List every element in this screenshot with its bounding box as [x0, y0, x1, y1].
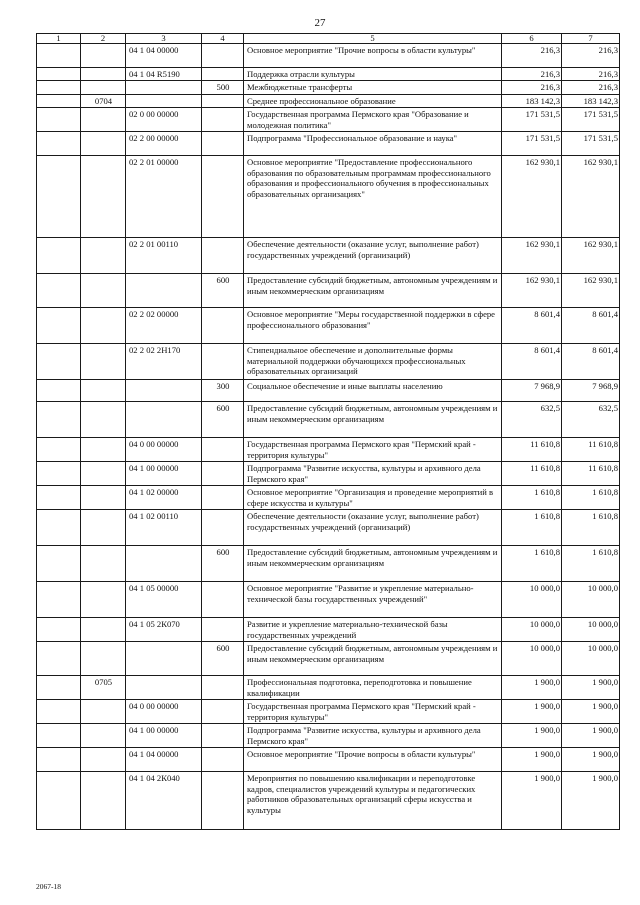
amount-cell: 1 900,0: [562, 700, 620, 724]
table-row: [37, 132, 620, 156]
amount-cell: 216,3: [502, 81, 562, 94]
subsection-cell: [81, 380, 126, 402]
table-row: [37, 642, 620, 676]
amount-cell: 10 000,0: [562, 582, 620, 618]
expense-type-cell: 500: [202, 81, 244, 94]
amount-cell: 183 142,3: [562, 94, 620, 107]
description-cell: Профессиональная подготовка, переподготовка и повышение квалификации: [244, 676, 502, 700]
target-code-cell: 04 1 00 00000: [126, 462, 202, 486]
amount-cell: 216,3: [502, 68, 562, 81]
expense-type-cell: [202, 344, 244, 380]
target-code-cell: 02 0 00 00000: [126, 108, 202, 132]
table-row: [37, 510, 620, 546]
table-row: [37, 68, 620, 81]
target-code-cell: [126, 274, 202, 308]
expense-type-cell: [202, 132, 244, 156]
amount-cell: 8 601,4: [562, 344, 620, 380]
footer-code: 2067-18: [36, 882, 61, 891]
section-cell: [37, 546, 81, 582]
target-code-cell: 04 1 05 00000: [126, 582, 202, 618]
subsection-cell: [81, 132, 126, 156]
section-cell: [37, 676, 81, 700]
target-code-cell: [126, 81, 202, 94]
table-row: [37, 724, 620, 748]
subsection-cell: [81, 486, 126, 510]
amount-cell: 8 601,4: [502, 308, 562, 344]
amount-cell: 8 601,4: [502, 344, 562, 380]
amount-cell: 162 930,1: [562, 156, 620, 238]
amount-cell: 8 601,4: [562, 308, 620, 344]
table-row: [37, 81, 620, 94]
amount-cell: 1 900,0: [502, 748, 562, 772]
expense-type-cell: [202, 438, 244, 462]
subsection-cell: [81, 546, 126, 582]
amount-cell: 10 000,0: [562, 618, 620, 642]
amount-cell: 7 968,9: [562, 380, 620, 402]
expense-type-cell: 600: [202, 274, 244, 308]
amount-cell: 1 900,0: [562, 724, 620, 748]
description-cell: Предоставление субсидий бюджетным, автономным учреждениям и иным некоммерческим организациям: [244, 642, 502, 676]
section-cell: [37, 94, 81, 107]
expense-type-cell: [202, 308, 244, 344]
section-cell: [37, 132, 81, 156]
section-cell: [37, 238, 81, 274]
amount-cell: 1 610,8: [502, 546, 562, 582]
table-row: [37, 44, 620, 68]
amount-cell: 1 610,8: [562, 486, 620, 510]
section-cell: [37, 308, 81, 344]
table-row: [37, 108, 620, 132]
target-code-cell: 02 2 02 00000: [126, 308, 202, 344]
target-code-cell: [126, 402, 202, 438]
subsection-cell: [81, 618, 126, 642]
description-cell: Предоставление субсидий бюджетным, автономным учреждениям и иным некоммерческим организациям: [244, 402, 502, 438]
target-code-cell: 04 0 00 00000: [126, 700, 202, 724]
expense-type-cell: [202, 238, 244, 274]
target-code-cell: 04 1 02 00110: [126, 510, 202, 546]
expense-type-cell: [202, 68, 244, 81]
column-header: 7: [562, 34, 620, 44]
amount-cell: 632,5: [562, 402, 620, 438]
amount-cell: 171 531,5: [562, 132, 620, 156]
amount-cell: 11 610,8: [562, 462, 620, 486]
description-cell: Основное мероприятие "Прочие вопросы в области культуры": [244, 44, 502, 68]
target-code-cell: 04 0 00 00000: [126, 438, 202, 462]
amount-cell: 11 610,8: [502, 462, 562, 486]
target-code-cell: [126, 676, 202, 700]
target-code-cell: 04 1 02 00000: [126, 486, 202, 510]
section-cell: [37, 724, 81, 748]
column-header: 4: [202, 34, 244, 44]
description-cell: Обеспечение деятельности (оказание услуг, выполнение работ) государственных учреждений (организаций): [244, 238, 502, 274]
amount-cell: 11 610,8: [562, 438, 620, 462]
expense-type-cell: [202, 618, 244, 642]
section-cell: [37, 156, 81, 238]
table-row: [37, 462, 620, 486]
amount-cell: 7 968,9: [502, 380, 562, 402]
target-code-cell: [126, 642, 202, 676]
description-cell: Поддержка отрасли культуры: [244, 68, 502, 81]
section-cell: [37, 748, 81, 772]
subsection-cell: [81, 344, 126, 380]
description-cell: Подпрограмма "Развитие искусства, культуры и архивного дела Пермского края": [244, 462, 502, 486]
amount-cell: 11 610,8: [502, 438, 562, 462]
section-cell: [37, 68, 81, 81]
amount-cell: 1 900,0: [502, 676, 562, 700]
budget-table: [36, 33, 620, 830]
column-header: 3: [126, 34, 202, 44]
expense-type-cell: [202, 156, 244, 238]
amount-cell: 171 531,5: [562, 108, 620, 132]
amount-cell: 1 900,0: [502, 700, 562, 724]
section-cell: [37, 510, 81, 546]
subsection-cell: [81, 108, 126, 132]
target-code-cell: 02 2 01 00110: [126, 238, 202, 274]
target-code-cell: 04 1 04 00000: [126, 748, 202, 772]
amount-cell: 216,3: [502, 44, 562, 68]
description-cell: Обеспечение деятельности (оказание услуг, выполнение работ) государственных учреждений (организаций): [244, 510, 502, 546]
table-row: [37, 274, 620, 308]
amount-cell: 216,3: [562, 44, 620, 68]
amount-cell: 162 930,1: [562, 238, 620, 274]
target-code-cell: [126, 546, 202, 582]
subsection-cell: [81, 402, 126, 438]
expense-type-cell: 600: [202, 642, 244, 676]
subsection-cell: [81, 274, 126, 308]
column-header: 2: [81, 34, 126, 44]
subsection-cell: [81, 724, 126, 748]
table-row: [37, 486, 620, 510]
amount-cell: 216,3: [562, 68, 620, 81]
subsection-cell: [81, 438, 126, 462]
amount-cell: 1 900,0: [502, 772, 562, 830]
table-row: [37, 156, 620, 238]
amount-cell: 10 000,0: [502, 618, 562, 642]
description-cell: Основное мероприятие "Прочие вопросы в области культуры": [244, 748, 502, 772]
table-row: [37, 748, 620, 772]
expense-type-cell: [202, 700, 244, 724]
subsection-cell: [81, 642, 126, 676]
section-cell: [37, 700, 81, 724]
description-cell: Мероприятия по повышению квалификации и переподготовке кадров, специалистов учреждений культуры и педагогических работников образовательных организаций сферы искусства и культуры: [244, 772, 502, 830]
table-row: [37, 438, 620, 462]
subsection-cell: [81, 308, 126, 344]
amount-cell: 1 610,8: [502, 486, 562, 510]
table-row: [37, 402, 620, 438]
description-cell: Основное мероприятие "Предоставление профессионального образования по образовательным программам профессионального образования и профессионального обучения в профессиональных образовательных организациях": [244, 156, 502, 238]
target-code-cell: 02 2 01 00000: [126, 156, 202, 238]
expense-type-cell: [202, 772, 244, 830]
description-cell: Основное мероприятие "Организация и проведение мероприятий в сфере искусства и культуры": [244, 486, 502, 510]
target-code-cell: [126, 380, 202, 402]
column-header: 1: [37, 34, 81, 44]
table-row: [37, 344, 620, 380]
target-code-cell: 04 1 04 R5190: [126, 68, 202, 81]
subsection-cell: [81, 238, 126, 274]
description-cell: Стипендиальное обеспечение и дополнительные формы материальной поддержки обучающихся профессиональных образовательных организаций: [244, 344, 502, 380]
amount-cell: 162 930,1: [502, 156, 562, 238]
target-code-cell: 04 1 00 00000: [126, 724, 202, 748]
description-cell: Межбюджетные трансферты: [244, 81, 502, 94]
description-cell: Основное мероприятие "Меры государственной поддержки в сфере профессионального образования": [244, 308, 502, 344]
amount-cell: 171 531,5: [502, 132, 562, 156]
subsection-cell: 0704: [81, 94, 126, 107]
amount-cell: 632,5: [502, 402, 562, 438]
target-code-cell: 04 1 04 00000: [126, 44, 202, 68]
expense-type-cell: [202, 44, 244, 68]
target-code-cell: [126, 94, 202, 107]
amount-cell: 1 900,0: [562, 676, 620, 700]
section-cell: [37, 380, 81, 402]
amount-cell: 1 900,0: [502, 724, 562, 748]
amount-cell: 10 000,0: [562, 642, 620, 676]
section-cell: [37, 81, 81, 94]
column-header: 6: [502, 34, 562, 44]
description-cell: Развитие и укрепление материально-технической базы государственных учреждений: [244, 618, 502, 642]
section-cell: [37, 44, 81, 68]
description-cell: Подпрограмма "Профессиональное образование и наука": [244, 132, 502, 156]
subsection-cell: [81, 68, 126, 81]
section-cell: [37, 108, 81, 132]
description-cell: Предоставление субсидий бюджетным, автономным учреждениям и иным некоммерческим организациям: [244, 546, 502, 582]
amount-cell: 171 531,5: [502, 108, 562, 132]
table-row: [37, 772, 620, 830]
section-cell: [37, 772, 81, 830]
table-row: [37, 94, 620, 107]
section-cell: [37, 344, 81, 380]
section-cell: [37, 402, 81, 438]
amount-cell: 10 000,0: [502, 642, 562, 676]
section-cell: [37, 642, 81, 676]
table-row: [37, 582, 620, 618]
amount-cell: 162 930,1: [502, 238, 562, 274]
table-row: [37, 546, 620, 582]
description-cell: Государственная программа Пермского края "Пермский край - территория культуры": [244, 700, 502, 724]
expense-type-cell: 600: [202, 402, 244, 438]
table-row: [37, 700, 620, 724]
amount-cell: 162 930,1: [562, 274, 620, 308]
amount-cell: 216,3: [562, 81, 620, 94]
column-header-row: [37, 34, 620, 44]
amount-cell: 162 930,1: [502, 274, 562, 308]
subsection-cell: [81, 772, 126, 830]
subsection-cell: [81, 156, 126, 238]
expense-type-cell: 600: [202, 546, 244, 582]
expense-type-cell: [202, 94, 244, 107]
section-cell: [37, 462, 81, 486]
description-cell: Государственная программа Пермского края "Образование и молодежная политика": [244, 108, 502, 132]
description-cell: Социальное обеспечение и иные выплаты населению: [244, 380, 502, 402]
section-cell: [37, 438, 81, 462]
table-row: [37, 238, 620, 274]
amount-cell: 183 142,3: [502, 94, 562, 107]
target-code-cell: 02 2 00 00000: [126, 132, 202, 156]
description-cell: Подпрограмма "Развитие искусства, культуры и архивного дела Пермского края": [244, 724, 502, 748]
expense-type-cell: [202, 724, 244, 748]
subsection-cell: [81, 582, 126, 618]
table-row: [37, 308, 620, 344]
amount-cell: 1 610,8: [562, 546, 620, 582]
table-body: [37, 34, 620, 830]
amount-cell: 1 610,8: [502, 510, 562, 546]
description-cell: Среднее профессиональное образование: [244, 94, 502, 107]
expense-type-cell: [202, 676, 244, 700]
section-cell: [37, 486, 81, 510]
section-cell: [37, 274, 81, 308]
expense-type-cell: [202, 462, 244, 486]
expense-type-cell: [202, 486, 244, 510]
expense-type-cell: [202, 748, 244, 772]
subsection-cell: [81, 700, 126, 724]
subsection-cell: [81, 748, 126, 772]
page-number: 27: [314, 17, 326, 29]
amount-cell: 1 900,0: [562, 748, 620, 772]
expense-type-cell: 300: [202, 380, 244, 402]
section-cell: [37, 582, 81, 618]
subsection-cell: [81, 44, 126, 68]
target-code-cell: 04 1 05 2К070: [126, 618, 202, 642]
amount-cell: 10 000,0: [502, 582, 562, 618]
subsection-cell: 0705: [81, 676, 126, 700]
amount-cell: 1 900,0: [562, 772, 620, 830]
target-code-cell: 02 2 02 2Н170: [126, 344, 202, 380]
target-code-cell: 04 1 04 2К040: [126, 772, 202, 830]
expense-type-cell: [202, 108, 244, 132]
table-row: [37, 380, 620, 402]
section-cell: [37, 618, 81, 642]
subsection-cell: [81, 462, 126, 486]
amount-cell: 1 610,8: [562, 510, 620, 546]
column-header: 5: [244, 34, 502, 44]
table-row: [37, 618, 620, 642]
subsection-cell: [81, 510, 126, 546]
expense-type-cell: [202, 510, 244, 546]
description-cell: Государственная программа Пермского края "Пермский край - территория культуры": [244, 438, 502, 462]
expense-type-cell: [202, 582, 244, 618]
subsection-cell: [81, 81, 126, 94]
table-row: [37, 676, 620, 700]
description-cell: Предоставление субсидий бюджетным, автономным учреждениям и иным некоммерческим организациям: [244, 274, 502, 308]
description-cell: Основное мероприятие "Развитие и укрепление материально-технической базы государственных учреждений": [244, 582, 502, 618]
